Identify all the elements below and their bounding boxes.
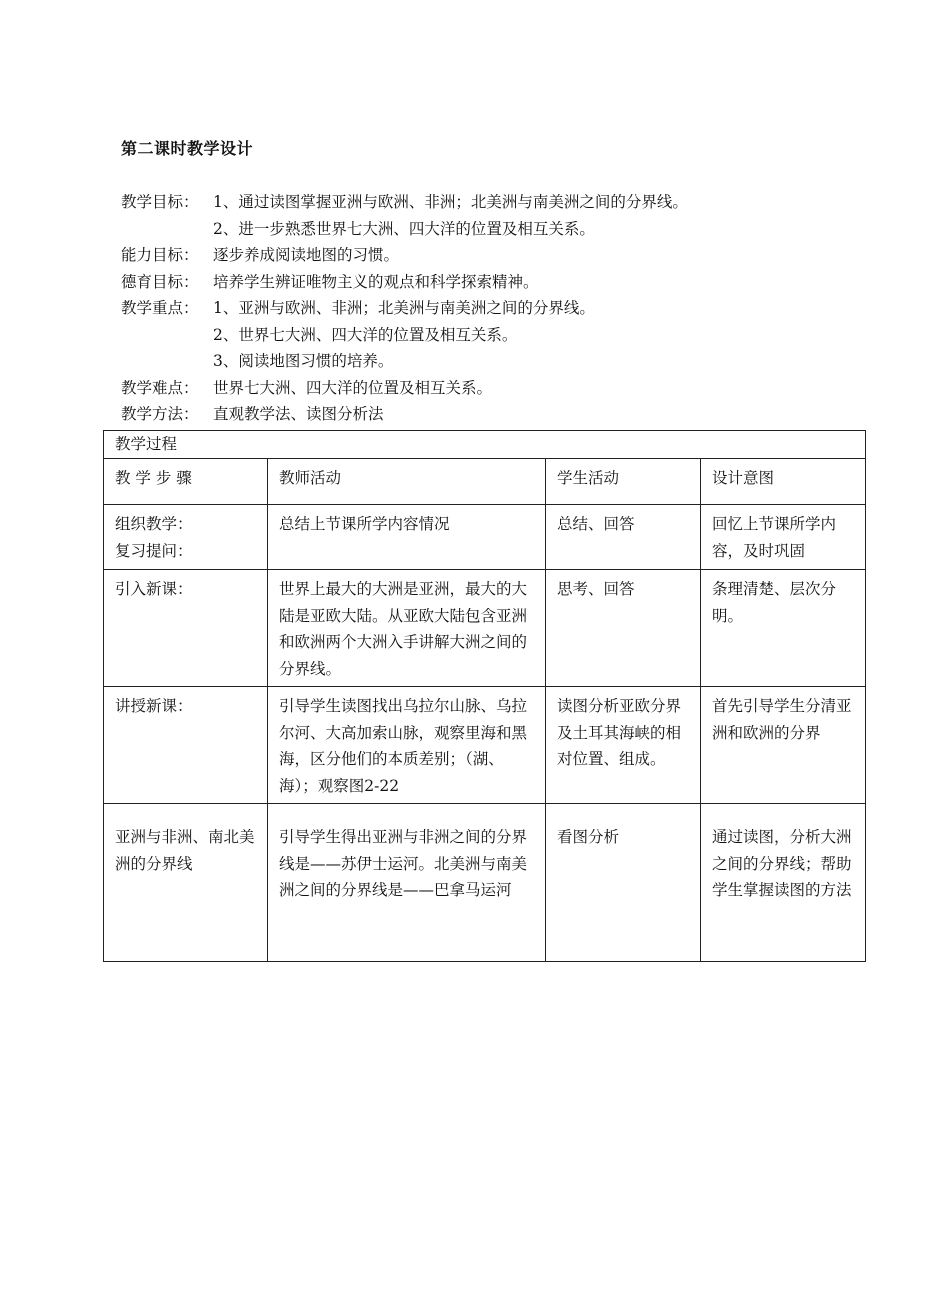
objective-label: 教学难点：: [121, 378, 199, 397]
objective-text: 2、世界七大洲、四大洋的位置及相互关系。: [213, 325, 518, 344]
objective-text: 2、进一步熟悉世界七大洲、四大洋的位置及相互关系。: [213, 219, 595, 238]
objective-label: 教学重点：: [121, 299, 199, 317]
objective-text: 1、通过读图掌握亚洲与欧洲、非洲；北美洲与南美洲之间的分界线。: [213, 193, 688, 211]
objective-text: 1、亚洲与欧洲、非洲；北美洲与南美洲之间的分界线。: [213, 299, 595, 317]
column-header-teacher: 教师活动: [268, 459, 546, 505]
cell-step: 讲授新课：: [104, 687, 268, 804]
column-header-student: 学生活动: [546, 459, 701, 505]
objective-row: [121, 242, 688, 269]
objectives-section: [121, 189, 688, 428]
page-title: 第二课时教学设计: [121, 139, 254, 158]
objective-text: 直观教学法、读图分析法: [213, 405, 384, 423]
cell-student: 思考、回答: [546, 570, 701, 687]
table-row: [104, 804, 866, 962]
cell-step: 组织教学： 复习提问：: [104, 505, 268, 570]
objective-row: [121, 375, 688, 402]
cell-intent: 条理清楚、层次分明。: [701, 570, 866, 687]
objective-text: 培养学生辨证唯物主义的观点和科学探索精神。: [213, 272, 539, 291]
table-header-row: [104, 459, 866, 505]
cell-student: 总结、回答: [546, 505, 701, 570]
objective-label: 能力目标：: [121, 246, 199, 264]
objective-text: 世界七大洲、四大洋的位置及相互关系。: [213, 378, 493, 397]
objective-row: [121, 322, 688, 349]
cell-teacher: 世界上最大的大洲是亚洲，最大的大陆是亚欧大陆。从亚欧大陆包含亚洲和欧洲两个大洲入手讲解大洲之间的分界线。: [268, 570, 546, 687]
cell-step: 亚洲与非洲、南北美洲的分界线: [104, 804, 268, 962]
cell-student: 读图分析亚欧分界及土耳其海峡的相对位置、组成。: [546, 687, 701, 804]
objective-text: 逐步养成阅读地图的习惯。: [213, 246, 400, 264]
objective-row: [121, 401, 688, 428]
objective-label: [121, 348, 213, 375]
objective-row: [121, 216, 688, 243]
objective-row: [121, 295, 688, 322]
cell-intent: 回忆上节课所学内容，及时巩固: [701, 505, 866, 570]
cell-teacher: 引导学生读图找出乌拉尔山脉、乌拉尔河、大高加索山脉，观察里海和黑海，区分他们的本质差别；（湖、海）；观察图2-22: [268, 687, 546, 804]
cell-teacher: 引导学生得出亚洲与非洲之间的分界线是——苏伊士运河。北美洲与南美洲之间的分界线是——巴拿马运河: [268, 804, 546, 962]
column-header-step: 教 学 步 骤: [104, 459, 268, 505]
teaching-process-table: [103, 430, 866, 962]
table-caption-row: [104, 431, 866, 459]
objective-text: 3、阅读地图习惯的培养。: [213, 352, 394, 370]
table-row: [104, 570, 866, 687]
cell-student: 看图分析: [546, 804, 701, 962]
cell-teacher: 总结上节课所学内容情况: [268, 505, 546, 570]
objective-label: 教学目标：: [121, 193, 199, 211]
cell-intent: 首先引导学生分清亚洲和欧洲的分界: [701, 687, 866, 804]
objective-label: 教学方法：: [121, 405, 199, 423]
objective-label: [121, 216, 213, 243]
table-row: [104, 687, 866, 804]
table-caption: 教学过程: [104, 431, 866, 459]
cell-step: 引入新课：: [104, 570, 268, 687]
objective-label: 德育目标：: [121, 272, 199, 291]
cell-intent: 通过读图，分析大洲之间的分界线；帮助学生掌握读图的方法: [701, 804, 866, 962]
column-header-intent: 设计意图: [701, 459, 866, 505]
objective-row: [121, 189, 688, 216]
objective-label: [121, 322, 213, 349]
objective-row: [121, 269, 688, 296]
objective-row: [121, 348, 688, 375]
table-row: [104, 505, 866, 570]
